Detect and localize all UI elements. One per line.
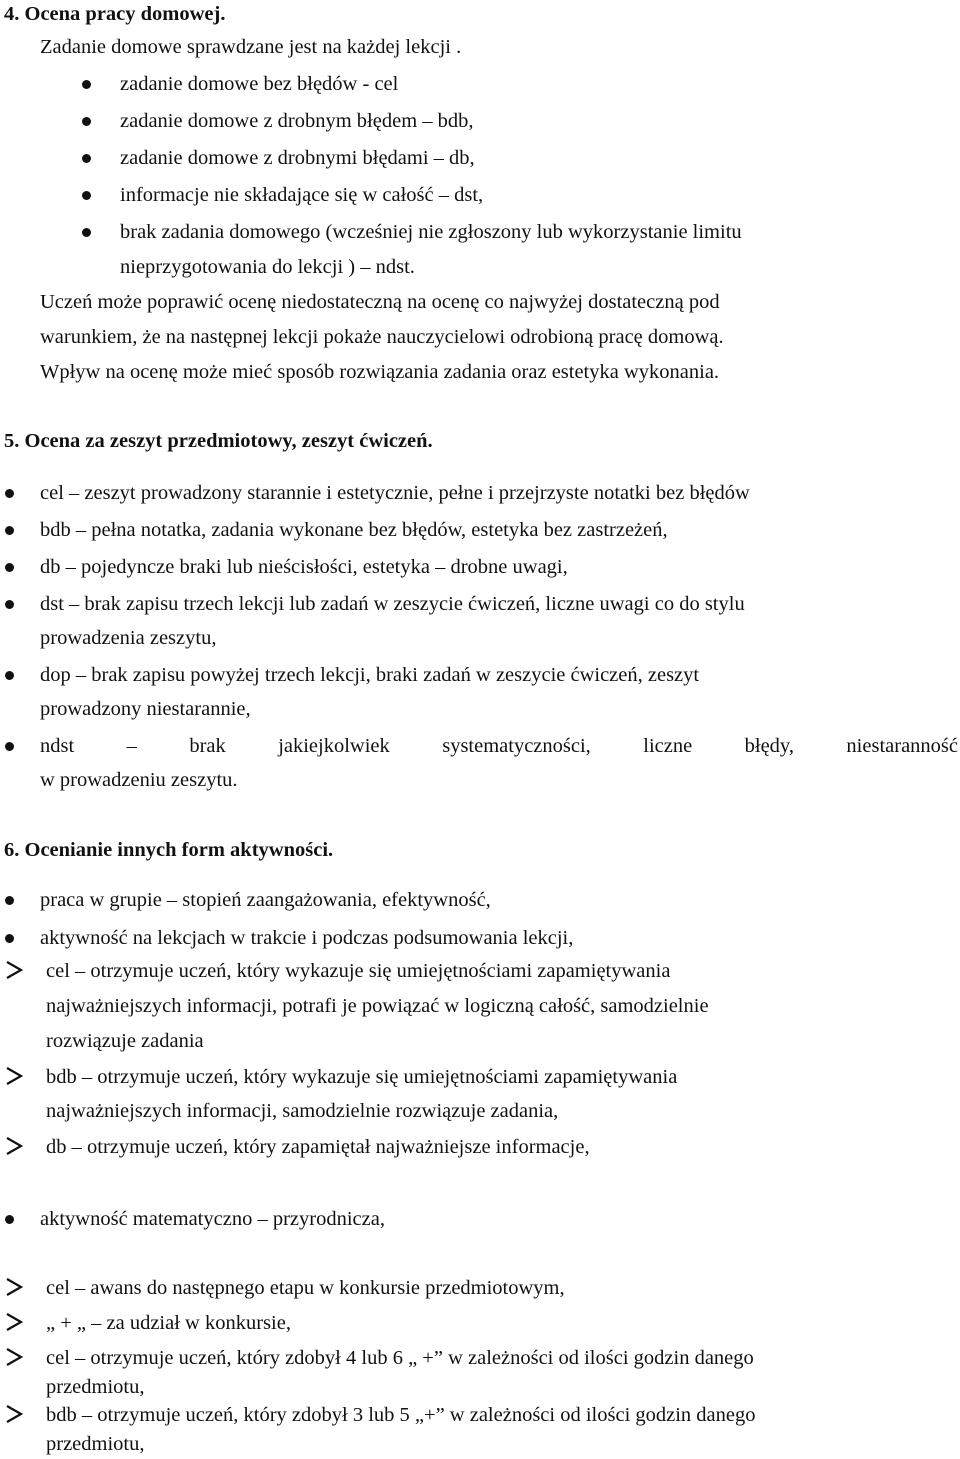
bullet-icon bbox=[5, 526, 14, 535]
arrowhead-bullet-icon bbox=[4, 1403, 24, 1425]
bullet-icon bbox=[82, 154, 91, 163]
list-item-continuation: przedmiotu, bbox=[46, 1433, 145, 1455]
list-item: aktywność na lekcjach w trakcie i podczas podsumowania lekcji, bbox=[40, 927, 574, 949]
list-item: informacje nie składające się w całość – dst, bbox=[120, 184, 484, 206]
arrowhead-bullet-icon bbox=[4, 959, 24, 981]
list-item: brak zadania domowego (wcześniej nie zgłoszony lub wykorzystanie limitu bbox=[120, 221, 742, 243]
arrowhead-bullet-icon bbox=[4, 1311, 24, 1333]
list-item: cel – otrzymuje uczeń, który zdobył 4 lub 6 „ +” w zależności od ilości godzin danego bbox=[46, 1347, 754, 1369]
bullet-icon bbox=[82, 117, 91, 126]
list-item: zadanie domowe z drobnym błędem – bdb, bbox=[120, 110, 474, 132]
list-item: „ + „ – za udział w konkursie, bbox=[46, 1312, 291, 1334]
list-item-continuation: prowadzony niestarannie, bbox=[40, 698, 251, 720]
paragraph-line: Uczeń może poprawić ocenę niedostateczną na ocenę co najwyżej dostateczną pod bbox=[40, 291, 720, 313]
list-item-continuation: przedmiotu, bbox=[46, 1376, 145, 1398]
bullet-icon bbox=[5, 742, 14, 751]
list-item-continuation: prowadzenia zeszytu, bbox=[40, 627, 217, 649]
section-5-heading: 5. Ocena za zeszyt przedmiotowy, zeszyt ćwiczeń. bbox=[4, 430, 433, 452]
list-item: praca w grupie – stopień zaangażowania, efektywność, bbox=[40, 889, 491, 911]
bullet-icon bbox=[5, 896, 14, 905]
arrowhead-bullet-icon bbox=[4, 1276, 24, 1298]
list-item: bdb – pełna notatka, zadania wykonane bez błędów, estetyka bez zastrzeżeń, bbox=[40, 519, 668, 541]
list-item: cel – awans do następnego etapu w konkursie przedmiotowym, bbox=[46, 1277, 565, 1299]
arrowhead-bullet-icon bbox=[4, 1065, 24, 1087]
bullet-icon bbox=[82, 191, 91, 200]
list-item: dst – brak zapisu trzech lekcji lub zadań w zeszycie ćwiczeń, liczne uwagi co do stylu bbox=[40, 593, 745, 615]
list-item: db – otrzymuje uczeń, który zapamiętał najważniejsze informacje, bbox=[46, 1136, 590, 1158]
bullet-icon bbox=[5, 563, 14, 572]
list-item: dop – brak zapisu powyżej trzech lekcji, braki zadań w zeszycie ćwiczeń, zeszyt bbox=[40, 664, 700, 686]
bullet-icon bbox=[5, 1215, 14, 1224]
list-item: cel – otrzymuje uczeń, który wykazuje się umiejętnościami zapamiętywania bbox=[46, 960, 671, 982]
list-item-continuation: rozwiązuje zadania bbox=[46, 1030, 204, 1052]
arrowhead-bullet-icon bbox=[4, 1346, 24, 1368]
list-item: zadanie domowe bez błędów - cel bbox=[120, 73, 399, 95]
list-item-continuation: najważniejszych informacji, samodzielnie rozwiązuje zadania, bbox=[46, 1100, 559, 1122]
bullet-icon bbox=[5, 489, 14, 498]
list-item: aktywność matematyczno – przyrodnicza, bbox=[40, 1208, 385, 1230]
list-item-continuation: nieprzygotowania do lekcji ) – ndst. bbox=[120, 256, 415, 278]
paragraph-line: warunkiem, że na następnej lekcji pokaże nauczycielowi odrobioną pracę domową. bbox=[40, 326, 724, 348]
list-item: db – pojedyncze braki lub nieścisłości, estetyka – drobne uwagi, bbox=[40, 556, 568, 578]
section-6-heading: 6. Ocenianie innych form aktywności. bbox=[4, 839, 334, 861]
list-item: bdb – otrzymuje uczeń, który wykazuje się umiejętnościami zapamiętywania bbox=[46, 1066, 678, 1088]
list-item-continuation: najważniejszych informacji, potrafi je powiązać w logiczną całość, samodzielnie bbox=[46, 995, 709, 1017]
list-item-continuation: w prowadzeniu zeszytu. bbox=[40, 769, 238, 791]
bullet-icon bbox=[82, 228, 91, 237]
list-item: zadanie domowe z drobnymi błędami – db, bbox=[120, 147, 475, 169]
paragraph-line: Wpływ na ocenę może mieć sposób rozwiązania zadania oraz estetyka wykonania. bbox=[40, 361, 720, 383]
section-4-heading: 4. Ocena pracy domowej. bbox=[4, 3, 226, 25]
bullet-icon bbox=[5, 934, 14, 943]
list-item: bdb – otrzymuje uczeń, który zdobył 3 lub 5 „+” w zależności od ilości godzin danego bbox=[46, 1404, 756, 1426]
list-item: ndst – brak jakiejkolwiek systematyczności, liczne błędy, niestaranność bbox=[40, 735, 958, 757]
bullet-icon bbox=[5, 600, 14, 609]
arrowhead-bullet-icon bbox=[4, 1135, 24, 1157]
bullet-icon bbox=[5, 671, 14, 680]
bullet-icon bbox=[82, 80, 91, 89]
section-4-intro: Zadanie domowe sprawdzane jest na każdej lekcji . bbox=[40, 36, 462, 58]
list-item: cel – zeszyt prowadzony starannie i estetycznie, pełne i przejrzyste notatki bez błędów bbox=[40, 482, 750, 504]
